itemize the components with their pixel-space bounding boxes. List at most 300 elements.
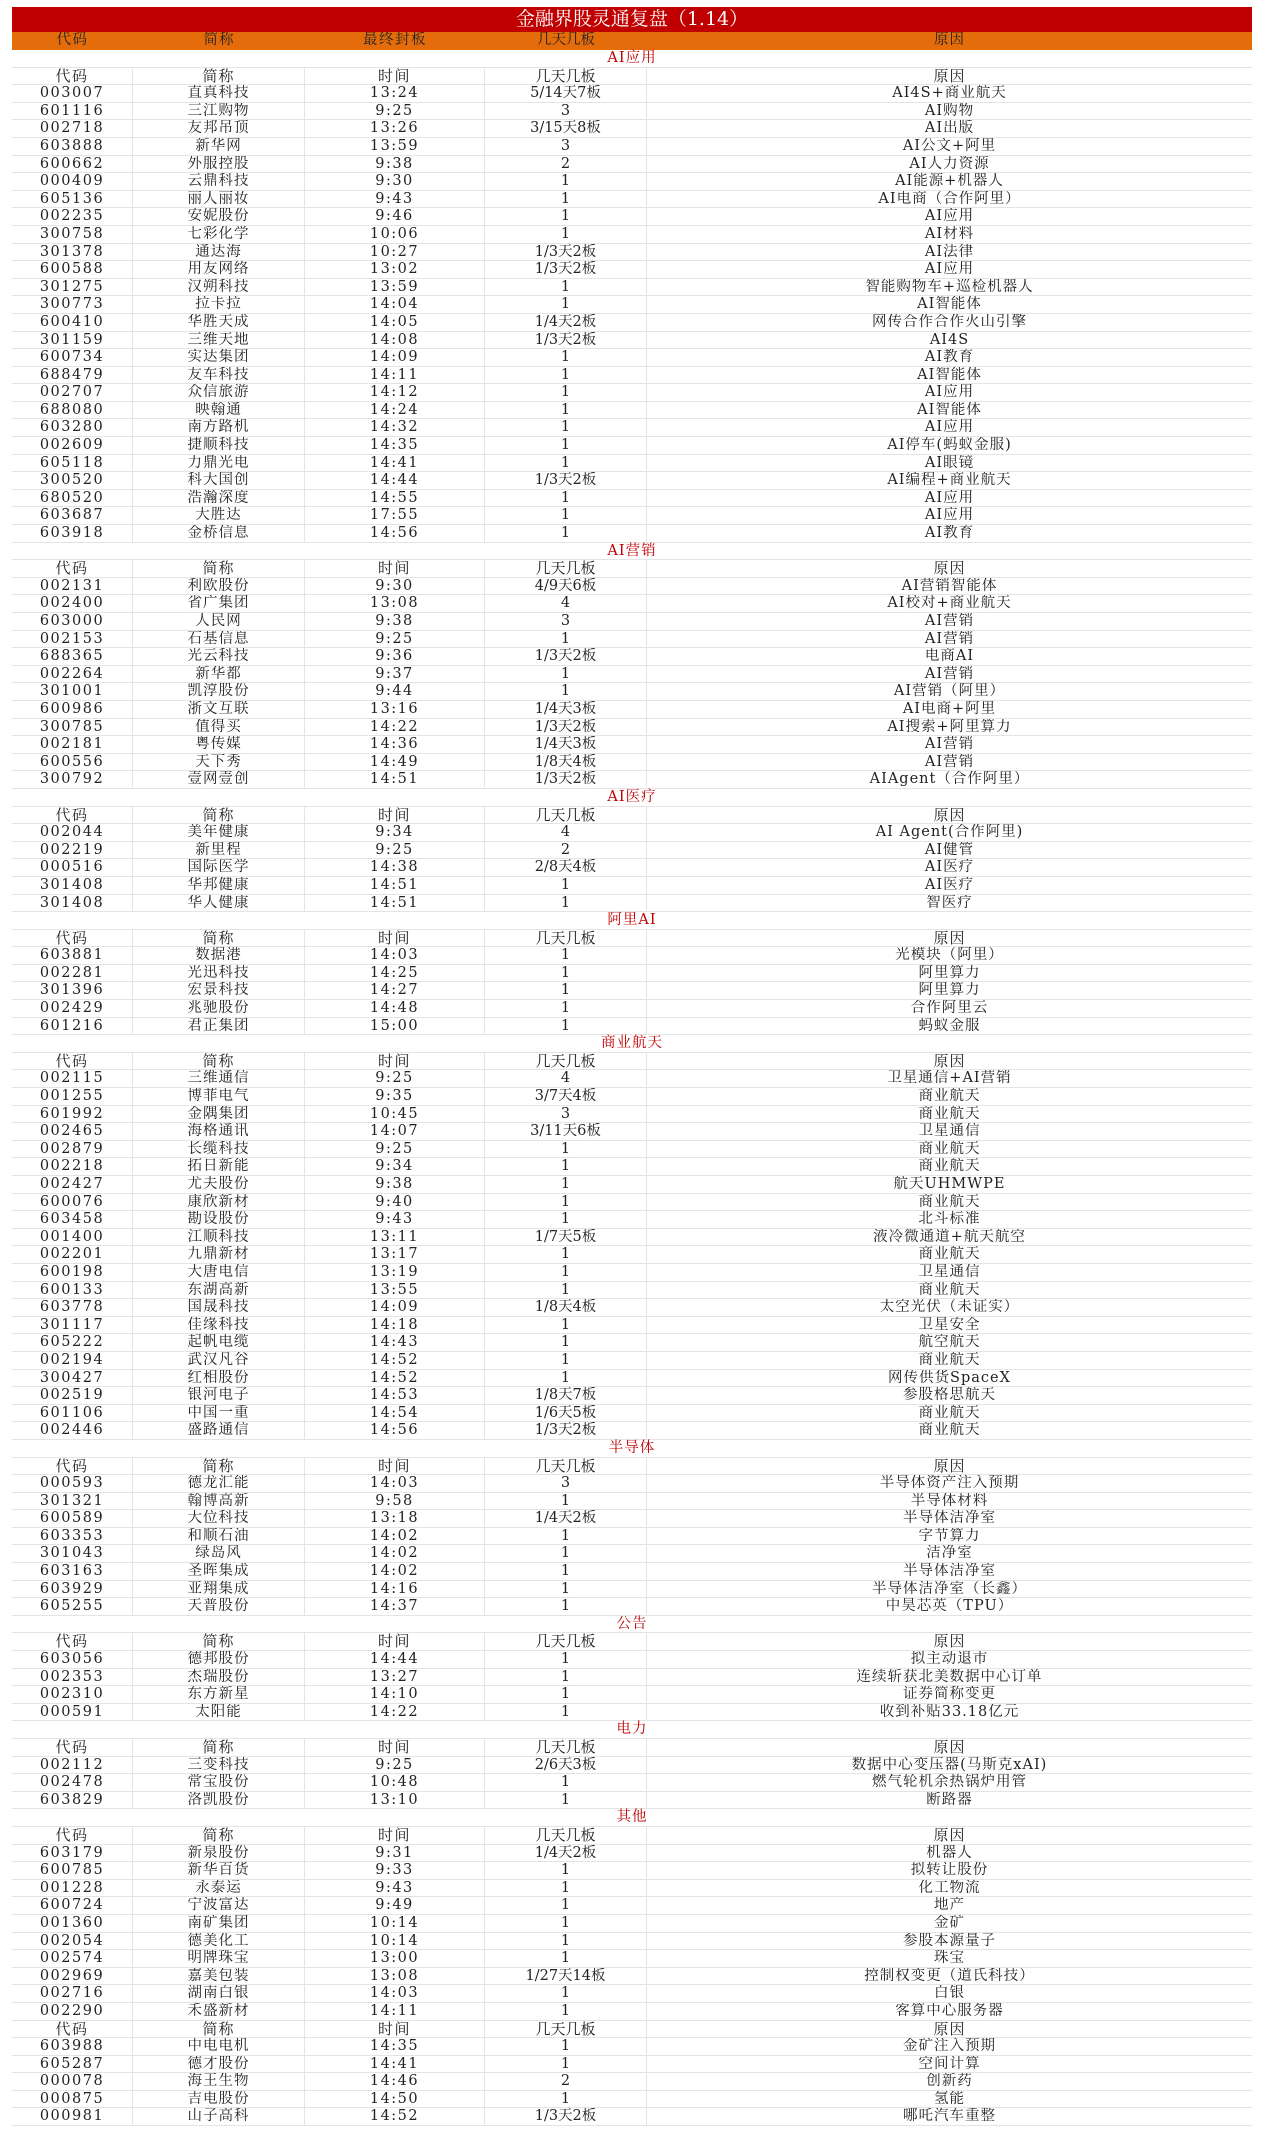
cell-time: 14:41: [305, 455, 485, 472]
cell-boards: 1: [485, 208, 647, 225]
cell-code: 600076: [12, 1194, 133, 1211]
table-row: [12, 965, 1252, 983]
table-row: [12, 947, 1252, 965]
cell-boards: 1: [485, 1317, 647, 1334]
cell-name: 华人健康: [133, 895, 305, 912]
cell-reason: AI应用: [924, 489, 975, 506]
column-header-name: 简称: [133, 1458, 305, 1475]
cell-name: 值得买: [133, 719, 305, 736]
table-row: [12, 1950, 1252, 1968]
cell-time: 9:34: [305, 824, 485, 841]
cell-time: 9:46: [305, 208, 485, 225]
cell-time: 14:25: [305, 965, 485, 982]
cell-time: 14:24: [305, 402, 485, 419]
cell-time: 9:36: [305, 648, 485, 665]
cell-code: 301408: [12, 877, 133, 894]
cell-code: 301117: [12, 1317, 133, 1334]
cell-boards: 1: [485, 666, 647, 683]
cell-code: 000981: [12, 2108, 133, 2125]
cell-code: 603881: [12, 947, 133, 964]
cell-boards: 1/4天3板: [485, 736, 647, 753]
cell-reason: AI营销: [924, 665, 975, 682]
cell-time: 14:37: [305, 1598, 485, 1615]
table-row: [12, 578, 1252, 596]
cell-name: 海格通讯: [133, 1123, 305, 1140]
cell-reason: 化工物流: [918, 1879, 981, 1896]
cell-boards: 1: [485, 1211, 647, 1228]
cell-code: 002290: [12, 2003, 133, 2020]
cell-code: 000591: [12, 1704, 133, 1721]
table-row: [12, 1370, 1252, 1388]
cell-time: 14:54: [305, 1405, 485, 1422]
cell-name: 嘉美包装: [133, 1968, 305, 1985]
cell-boards: 1: [485, 419, 647, 436]
cell-name: 南方路机: [133, 419, 305, 436]
cell-time: 14:56: [305, 525, 485, 542]
cell-boards: 1/3天2板: [485, 244, 647, 261]
cell-code: 601992: [12, 1106, 133, 1123]
cell-reason: AI电商+阿里: [902, 700, 997, 717]
table-row: [12, 842, 1252, 860]
cell-reason: AI健管: [924, 841, 975, 858]
cell-code: 000593: [12, 1475, 133, 1492]
cell-code: 600986: [12, 701, 133, 718]
cell-reason: 中昊芯英（TPU）: [885, 1598, 1014, 1615]
cell-boards: 1/3天2板: [485, 332, 647, 349]
cell-code: 000409: [12, 173, 133, 190]
cell-name: 翰博高新: [133, 1493, 305, 1510]
cell-code: 600724: [12, 1897, 133, 1914]
cell-code: 603687: [12, 507, 133, 524]
column-header-time: 时间: [305, 68, 485, 85]
cell-time: 9:25: [305, 1070, 485, 1087]
cell-code: 001400: [12, 1229, 133, 1246]
table-row: [12, 349, 1252, 367]
table-row: [12, 595, 1252, 613]
cell-code: 002478: [12, 1774, 133, 1791]
section-title: 阿里AI: [12, 912, 1252, 930]
cell-code: 002707: [12, 384, 133, 401]
cell-boards: 3: [485, 1106, 647, 1123]
table-row: [12, 1510, 1252, 1528]
cell-boards: 1: [485, 437, 647, 454]
table-row: [12, 1000, 1252, 1018]
column-header-code: 代码: [12, 1827, 133, 1844]
cell-name: 博菲电气: [133, 1088, 305, 1105]
table-row: [12, 1545, 1252, 1563]
cell-boards: 1: [485, 226, 647, 243]
cell-boards: 1: [485, 1282, 647, 1299]
cell-boards: 1: [485, 1370, 647, 1387]
cell-reason: AIAgent（合作阿里）: [869, 771, 1030, 788]
cell-reason: 白银: [934, 1985, 965, 2002]
cell-name: 禾盛新材: [133, 2003, 305, 2020]
section-title: 商业航天: [12, 1035, 1252, 1053]
cell-name: 丽人丽妆: [133, 191, 305, 208]
table-row: [12, 701, 1252, 719]
cell-time: 13:26: [305, 120, 485, 137]
table-row: [12, 1194, 1252, 1212]
cell-time: 13:11: [305, 1229, 485, 1246]
cell-reason: 连续斩获北美数据中心订单: [856, 1668, 1043, 1685]
table-row: [12, 2038, 1252, 2056]
cell-time: 14:16: [305, 1581, 485, 1598]
cell-name: 天普股份: [133, 1598, 305, 1615]
cell-boards: 1: [485, 1246, 647, 1263]
table-row: [12, 156, 1252, 174]
cell-name: 实达集团: [133, 349, 305, 366]
cell-name: 直真科技: [133, 85, 305, 102]
cell-boards: 1/3天2板: [485, 261, 647, 278]
cell-reason: 创新药: [926, 2073, 973, 2090]
cell-code: 603280: [12, 419, 133, 436]
cell-boards: 4: [485, 1070, 647, 1087]
cell-boards: 1: [485, 877, 647, 894]
cell-code: 600198: [12, 1264, 133, 1281]
cell-boards: 3: [485, 1475, 647, 1492]
cell-code: 002427: [12, 1176, 133, 1193]
table-row: [12, 2056, 1252, 2074]
cell-name: 利欧股份: [133, 578, 305, 595]
cell-name: 美年健康: [133, 824, 305, 841]
column-header-reason: 原因: [933, 1633, 966, 1651]
cell-name: 光迅科技: [133, 965, 305, 982]
table-row: [12, 208, 1252, 226]
cell-time: 13:08: [305, 595, 485, 612]
header-boards: 几天几板: [537, 32, 595, 48]
cell-reason: 收到补贴33.18亿元: [879, 1703, 1020, 1720]
cell-reason: AI Agent(合作阿里): [875, 824, 1024, 841]
cell-code: 680520: [12, 490, 133, 507]
cell-time: 13:24: [305, 85, 485, 102]
cell-boards: 1/3天2板: [485, 472, 647, 489]
header-code: 代码: [56, 32, 89, 48]
column-header-code: 代码: [12, 560, 133, 577]
cell-name: 海王生物: [133, 2073, 305, 2090]
cell-reason: 半导体洁净室（长鑫）: [872, 1580, 1027, 1597]
cell-time: 14:51: [305, 771, 485, 788]
cell-boards: 1: [485, 1158, 647, 1175]
cell-reason: AI4S+商业航天: [892, 85, 1007, 102]
cell-time: 10:14: [305, 1933, 485, 1950]
cell-name: 三江购物: [133, 103, 305, 120]
cell-code: 603829: [12, 1792, 133, 1809]
cell-reason: AI法律: [924, 243, 975, 260]
cell-reason: 半导体材料: [910, 1492, 989, 1509]
cell-boards: 1: [485, 402, 647, 419]
cell-boards: 1: [485, 1880, 647, 1897]
table-row: [12, 2003, 1252, 2021]
cell-name: 康欣新材: [133, 1194, 305, 1211]
cell-name: 国际医学: [133, 859, 305, 876]
table-row: [12, 683, 1252, 701]
cell-code: 301043: [12, 1545, 133, 1562]
column-header-reason: 原因: [933, 1739, 966, 1756]
cell-reason: AI人力资源: [909, 155, 990, 172]
cell-time: 9:38: [305, 1176, 485, 1193]
cell-time: 14:41: [305, 2056, 485, 2073]
cell-reason: 金矿: [934, 1914, 965, 1931]
cell-code: 002044: [12, 824, 133, 841]
table-row: [12, 736, 1252, 754]
cell-time: 13:59: [305, 279, 485, 296]
cell-reason: AI4S: [929, 331, 970, 348]
cell-time: 9:43: [305, 191, 485, 208]
cell-name: 友邦吊顶: [133, 120, 305, 137]
cell-time: 14:10: [305, 1686, 485, 1703]
review-sheet: [12, 7, 1252, 2126]
cell-time: 14:52: [305, 1352, 485, 1369]
section-title: 电力: [12, 1721, 1252, 1739]
column-header-code: 代码: [12, 930, 133, 947]
cell-name: 九鼎新材: [133, 1246, 305, 1263]
cell-time: 14:38: [305, 859, 485, 876]
cell-reason: 商业航天: [918, 1193, 981, 1210]
table-row: [12, 1405, 1252, 1423]
table-row: [12, 1334, 1252, 1352]
cell-name: 光云科技: [133, 648, 305, 665]
cell-reason: 光模块（阿里）: [895, 947, 1004, 964]
table-row: [12, 402, 1252, 420]
table-row: [12, 1387, 1252, 1405]
cell-boards: 4: [485, 824, 647, 841]
cell-reason: 数据中心变压器(马斯克xAI): [851, 1756, 1048, 1773]
column-header-time: 时间: [305, 1633, 485, 1650]
table-row: [12, 120, 1252, 138]
cell-boards: 1: [485, 507, 647, 524]
cell-reason: 半导体洁净室: [903, 1510, 996, 1527]
column-header-boards: 几天几板: [485, 930, 647, 947]
cell-name: 华胜天成: [133, 314, 305, 331]
table-row: [12, 1845, 1252, 1863]
cell-code: 002519: [12, 1387, 133, 1404]
cell-reason: AI智能体: [917, 366, 982, 383]
cell-code: 300773: [12, 296, 133, 313]
cell-code: 301378: [12, 244, 133, 261]
cell-reason: AI营销（阿里）: [893, 683, 1006, 700]
cell-name: 浩瀚深度: [133, 490, 305, 507]
cell-code: 002153: [12, 631, 133, 648]
cell-code: 002115: [12, 1070, 133, 1087]
cell-boards: 1: [485, 1018, 647, 1035]
cell-boards: 1: [485, 982, 647, 999]
cell-time: 9:40: [305, 1194, 485, 1211]
cell-name: 大唐电信: [133, 1264, 305, 1281]
header-name: 简称: [203, 32, 235, 48]
column-header-code: 代码: [12, 1458, 133, 1475]
cell-code: 002218: [12, 1158, 133, 1175]
header-time: 最终封板: [363, 32, 427, 48]
table-row: [12, 1651, 1252, 1669]
table-row: [12, 613, 1252, 631]
table-row: [12, 1686, 1252, 1704]
cell-name: 三维通信: [133, 1070, 305, 1087]
cell-boards: 1: [485, 455, 647, 472]
cell-code: 605222: [12, 1334, 133, 1351]
table-row: [12, 296, 1252, 314]
cell-reason: 商业航天: [918, 1422, 981, 1439]
cell-time: 9:25: [305, 842, 485, 859]
table-row: [12, 226, 1252, 244]
cell-name: 长缆科技: [133, 1141, 305, 1158]
cell-name: 君正集团: [133, 1018, 305, 1035]
cell-time: 14:07: [305, 1123, 485, 1140]
cell-reason: 蚂蚁金服: [918, 1017, 981, 1034]
cell-time: 9:25: [305, 1141, 485, 1158]
cell-reason: 半导体洁净室: [903, 1563, 996, 1580]
cell-name: 安妮股份: [133, 208, 305, 225]
cell-time: 13:18: [305, 1510, 485, 1527]
cell-code: 300785: [12, 719, 133, 736]
cell-boards: 1: [485, 1985, 647, 2002]
cell-reason: 珠宝: [934, 1950, 965, 1967]
table-row: [12, 1018, 1252, 1036]
cell-name: 新泉股份: [133, 1845, 305, 1862]
cell-boards: 1: [485, 2003, 647, 2020]
table-row: [12, 771, 1252, 789]
cell-boards: 1/4天3板: [485, 701, 647, 718]
column-header-boards: 几天几板: [485, 1633, 647, 1650]
cell-boards: 1: [485, 2091, 647, 2108]
cell-time: 9:25: [305, 631, 485, 648]
table-row: [12, 1211, 1252, 1229]
cell-code: 002181: [12, 736, 133, 753]
cell-code: 001360: [12, 1915, 133, 1932]
cell-code: 301321: [12, 1493, 133, 1510]
column-header-code: 代码: [12, 807, 133, 824]
table-row: [12, 1422, 1252, 1440]
column-header-boards: 几天几板: [485, 1458, 647, 1475]
cell-reason: AI眼镜: [924, 454, 975, 471]
cell-reason: 卫星通信+AI营销: [887, 1070, 1012, 1087]
cell-reason: 合作阿里云: [910, 1000, 989, 1017]
cell-time: 9:34: [305, 1158, 485, 1175]
cell-name: 德美化工: [133, 1933, 305, 1950]
column-header-row: [12, 1633, 1252, 1651]
table-row: [12, 824, 1252, 842]
cell-time: 14:05: [305, 314, 485, 331]
cell-reason: AI应用: [924, 261, 975, 278]
cell-code: 002310: [12, 1686, 133, 1703]
column-header-name: 简称: [133, 2021, 305, 2038]
column-header-code: 代码: [12, 1633, 133, 1650]
table-row: [12, 982, 1252, 1000]
cell-name: 天下秀: [133, 754, 305, 771]
cell-code: 002716: [12, 1985, 133, 2002]
cell-time: 14:04: [305, 296, 485, 313]
cell-boards: 1: [485, 1651, 647, 1668]
table-row: [12, 419, 1252, 437]
cell-name: 凯淳股份: [133, 683, 305, 700]
table-row: [12, 138, 1252, 156]
column-header-row: [12, 930, 1252, 948]
column-header-time: 时间: [305, 1739, 485, 1756]
column-header-time: 时间: [305, 807, 485, 824]
cell-boards: 3: [485, 613, 647, 630]
column-header-time: 时间: [305, 1827, 485, 1844]
cell-boards: 1/3天2板: [485, 1422, 647, 1439]
cell-name: 拉卡拉: [133, 296, 305, 313]
cell-code: 603056: [12, 1651, 133, 1668]
table-row: [12, 525, 1252, 543]
cell-reason: AI应用: [924, 384, 975, 401]
cell-name: 通达海: [133, 244, 305, 261]
cell-code: 301275: [12, 279, 133, 296]
cell-code: 605255: [12, 1598, 133, 1615]
column-header-reason: 原因: [933, 1052, 966, 1070]
cell-code: 002400: [12, 595, 133, 612]
cell-boards: 1/8天4板: [485, 1299, 647, 1316]
cell-reason: 商业航天: [918, 1158, 981, 1175]
cell-boards: 3/11天6板: [485, 1123, 647, 1140]
cell-reason: 证券简称变更: [903, 1686, 996, 1703]
cell-reason: 商业航天: [918, 1351, 981, 1368]
cell-code: 002264: [12, 666, 133, 683]
cell-time: 14:08: [305, 332, 485, 349]
cell-code: 600133: [12, 1282, 133, 1299]
table-row: [12, 1176, 1252, 1194]
column-header-time: 时间: [305, 1458, 485, 1475]
cell-boards: 1: [485, 1528, 647, 1545]
cell-boards: 1: [485, 1669, 647, 1686]
column-header-row: [12, 1053, 1252, 1071]
cell-time: 14:52: [305, 1370, 485, 1387]
cell-reason: 哪吒汽车重整: [903, 2108, 996, 2125]
cell-name: 映翰通: [133, 402, 305, 419]
cell-name: 太阳能: [133, 1704, 305, 1721]
table-row: [12, 507, 1252, 525]
cell-time: 9:38: [305, 613, 485, 630]
cell-name: 东湖高新: [133, 1282, 305, 1299]
cell-name: 中电电机: [133, 2038, 305, 2055]
table-row: [12, 1141, 1252, 1159]
cell-code: 003007: [12, 85, 133, 102]
cell-code: 301408: [12, 895, 133, 912]
cell-reason: AI营销: [924, 613, 975, 629]
cell-name: 东方新星: [133, 1686, 305, 1703]
cell-code: 603458: [12, 1211, 133, 1228]
cell-name: 中国一重: [133, 1405, 305, 1422]
cell-code: 002446: [12, 1422, 133, 1439]
column-header-reason: 原因: [933, 560, 966, 577]
cell-boards: 1: [485, 525, 647, 542]
cell-reason: 燃气轮机余热锅炉用管: [872, 1774, 1027, 1791]
cell-reason: 拟主动退市: [910, 1651, 989, 1668]
table-row: [12, 1704, 1252, 1722]
header-reason: 原因: [934, 32, 965, 48]
cell-time: 13:59: [305, 138, 485, 155]
table-row: [12, 1246, 1252, 1264]
table-row: [12, 1598, 1252, 1616]
column-header-time: 时间: [305, 2021, 485, 2038]
table-row: [12, 191, 1252, 209]
cell-reason: AI编程+商业航天: [887, 472, 1012, 489]
cell-name: 石基信息: [133, 631, 305, 648]
cell-time: 14:51: [305, 877, 485, 894]
cell-code: 002281: [12, 965, 133, 982]
cell-time: 13:27: [305, 1669, 485, 1686]
table-row: [12, 719, 1252, 737]
cell-time: 14:43: [305, 1334, 485, 1351]
cell-boards: 5/14天7板: [485, 85, 647, 102]
cell-name: 吉电股份: [133, 2091, 305, 2108]
cell-reason: AI出版: [924, 120, 975, 137]
cell-time: 9:33: [305, 1862, 485, 1879]
table-row: [12, 85, 1252, 103]
cell-name: 众信旅游: [133, 384, 305, 401]
cell-code: 000078: [12, 2073, 133, 2090]
cell-reason: 液冷微通道+航天航空: [873, 1228, 1026, 1245]
